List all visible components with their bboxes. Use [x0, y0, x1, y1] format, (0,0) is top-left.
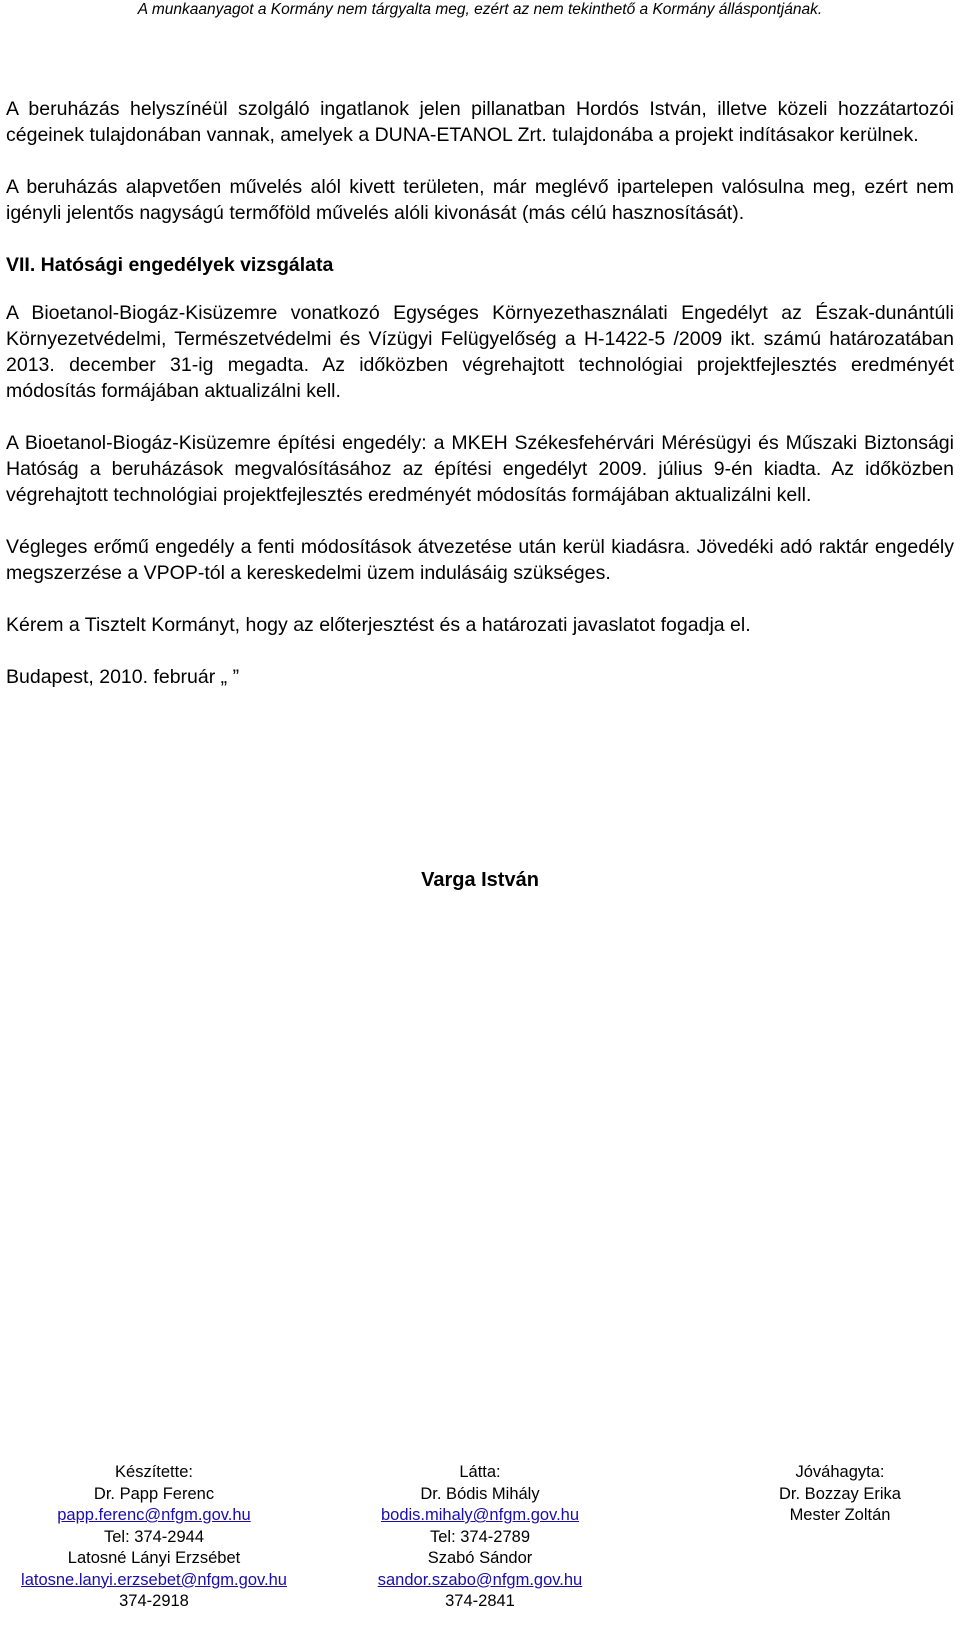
seen-email-2[interactable]: sandor.szabo@nfgm.gov.hu [377, 1570, 583, 1589]
prepared-email-2[interactable]: latosne.lanyi.erzsebet@nfgm.gov.hu [21, 1570, 287, 1589]
seen-email-1[interactable]: bodis.mihaly@nfgm.gov.hu [380, 1506, 580, 1524]
prepared-tel-1: Tel: 374-2944 [104, 1527, 204, 1546]
seen-by-block [355, 1462, 605, 1613]
seen-name-2: Szabó Sándor [427, 1549, 533, 1567]
approved-name-1: Dr. Bozzay Erika [779, 1484, 901, 1503]
paragraph-request: Kérem a Tisztelt Kormányt, hogy az előterjesztést és a határozati javaslatot fogadja el. [6, 614, 751, 636]
signer-name: Varga István [421, 869, 539, 891]
section-heading: VII. Hatósági engedélyek vizsgálata [6, 254, 334, 276]
prepared-label: Készítette: [115, 1463, 193, 1481]
paragraph-land-use: A beruházás alapvetően művelés alól kivett területen, már meglévő ipartelepen valósulna meg, ezért nem igényli jelentős nagyságú termőföld művelés alóli kivonását (más célú hasznosítását). [6, 176, 954, 224]
seen-label: Látta: [459, 1463, 501, 1481]
seen-tel-1: Tel: 374-2789 [430, 1527, 530, 1546]
approved-label: Jóváhagyta: [795, 1463, 885, 1481]
paragraph-environmental-permit: A Bioetanol-Biogáz-Kisüzemre vonatkozó Egységes Környezethasználati Engedélyt az Észak-dunántúli Környezetvédelmi, Természetvédelmi és Vízügyi Felügyelőség a H-1422-5 /2009 ikt. számú határozatában 2013. december 31-ig megadta. Az időközben végrehajtott technológiai projektfejlesztés eredményét módosítás formájában aktualizálni kell. [6, 302, 954, 402]
prepared-by-block [4, 1462, 304, 1613]
approved-name-2: Mester Zoltán [789, 1506, 891, 1524]
prepared-email-1[interactable]: papp.ferenc@nfgm.gov.hu [57, 1506, 251, 1524]
approved-by-block [760, 1462, 920, 1527]
prepared-tel-2: 374-2918 [119, 1592, 189, 1610]
seen-name-1: Dr. Bódis Mihály [420, 1484, 540, 1503]
prepared-name-2: Latosné Lányi Erzsébet [67, 1549, 241, 1567]
paragraph-building-permit: A Bioetanol-Biogáz-Kisüzemre építési engedély: a MKEH Székesfehérvári Mérésügyi és Műszaki Biztonsági Hatóság a beruházások megvalósításához az építési engedélyt 2009. július 9-én kiadta. Az időközben végrehajtott technológiai projektfejlesztés eredményét módosítás formájában aktualizálni kell. [6, 432, 954, 506]
document-body [6, 96, 954, 716]
seen-tel-2: 374-2841 [445, 1592, 515, 1610]
paragraph-property-ownership: A beruházás helyszínéül szolgáló ingatlanok jelen pillanatban Hordós István, illetve közeli hozzátartozói cégeinek tulajdonában vannak, amelyek a DUNA-ETANOL Zrt. tulajdonába a projekt indításakor kerülnek. [6, 98, 954, 146]
paragraph-final-permit: Végleges erőmű engedély a fenti módosítások átvezetése után kerül kiadásra. Jövedéki adó raktár engedély megszerzése a VPOP-tól a kereskedelmi üzem indulásáig szükséges. [6, 536, 954, 584]
prepared-name-1: Dr. Papp Ferenc [93, 1484, 215, 1503]
draft-notice-header: A munkaanyagot a Kormány nem tárgyalta meg, ezért az nem tekinthető a Kormány álláspontjának. [137, 1, 823, 18]
place-date: Budapest, 2010. február „ ” [6, 666, 240, 688]
